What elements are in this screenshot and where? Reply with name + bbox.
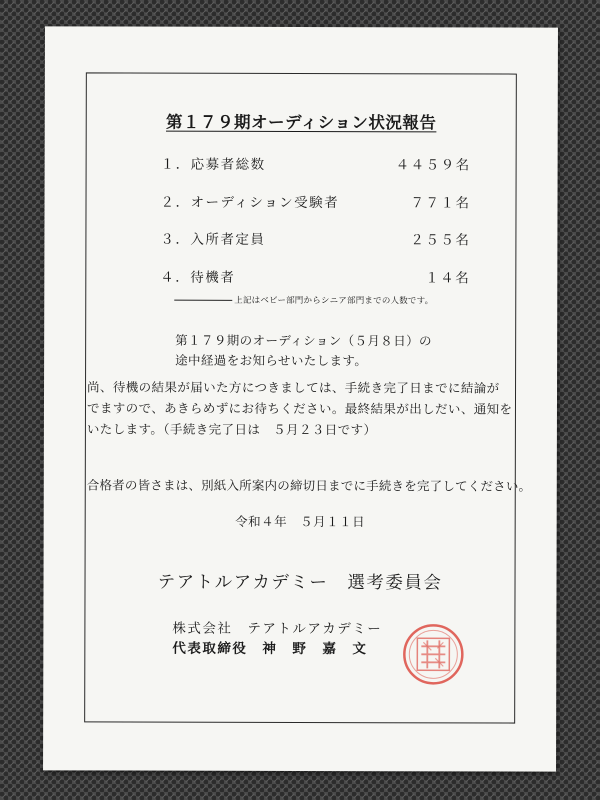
paragraph-line: 途中経過をお知らせいたします。 <box>175 352 368 369</box>
waitlist-paragraph <box>87 376 513 440</box>
paragraph-line: 尚、待機の結果が届いた方につきましては、手続き完了日までに結論が <box>87 379 500 396</box>
document-title-text: 第１７９期オーディション状況報告 <box>166 112 437 133</box>
accepted-paragraph: 合格者の皆さまは、別紙入所案内の締切日までに手続きを完了してください。 <box>86 477 532 494</box>
stat-label: ４．待機者 <box>160 269 236 286</box>
stat-value: ４４５９名 <box>395 157 471 174</box>
stat-row <box>160 228 470 266</box>
paragraph-line: いたします。（手続き完了日は ５月２３日です） <box>86 421 377 438</box>
paragraph-line: でますので、あきらめずにお待ちください。最終結果が出しだい、通知を <box>86 400 513 417</box>
stat-label: ３．入所者定員 <box>160 231 266 248</box>
company-name: 株式会社 テアトルアカデミー <box>172 620 383 638</box>
progress-paragraph <box>175 331 432 372</box>
stat-value: ２５５名 <box>410 232 471 249</box>
signer-name: 代表取締役 神 野 嘉 文 <box>172 640 368 658</box>
stat-value: １４名 <box>425 269 471 286</box>
paragraph-line: 第１７９期のオーディション（５月８日）の <box>175 332 432 349</box>
note-dash-line <box>174 300 232 301</box>
company-seal-icon <box>401 622 465 686</box>
stats-note <box>174 294 433 307</box>
stat-label: １．応募者総数 <box>160 156 266 173</box>
document-date: 令和４年 ５月１１日 <box>235 513 366 530</box>
document-paper <box>43 26 558 771</box>
stat-label: ２．オーディション受験者 <box>160 194 340 211</box>
stats-list <box>160 153 470 304</box>
stats-note-text: 上記はベビー部門からシニア部門までの人数です。 <box>234 295 434 307</box>
document-title <box>45 108 558 133</box>
stat-value: ７７１名 <box>410 194 471 211</box>
stat-row <box>161 153 471 191</box>
committee-name: テアトルアカデミー 選考委員会 <box>157 572 443 594</box>
stat-row <box>160 190 470 228</box>
